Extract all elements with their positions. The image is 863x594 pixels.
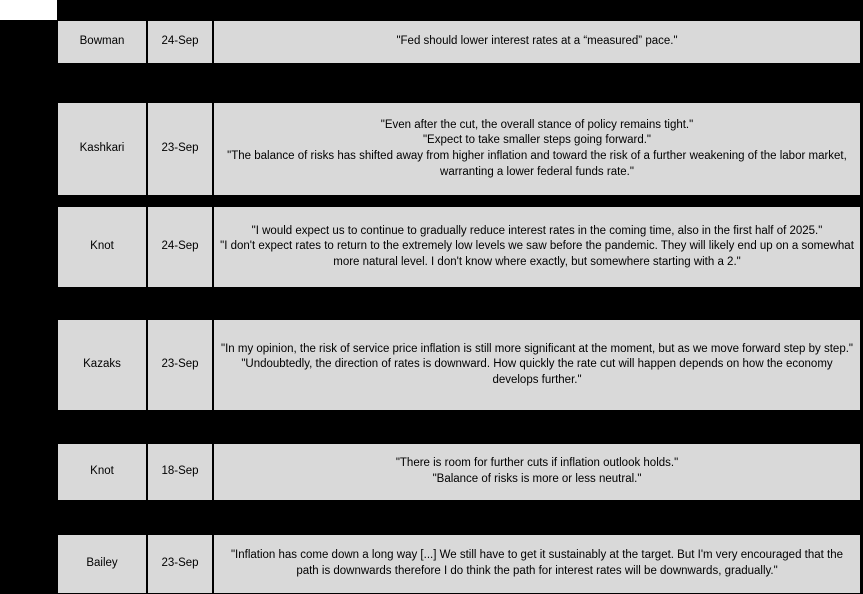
speaker-cell: Bailey: [57, 534, 147, 594]
row-spacer-cell: [57, 64, 861, 102]
speaker-cell: Knot: [57, 206, 147, 288]
date-cell: 23-Sep: [147, 534, 213, 594]
row-spacer-cell: [57, 411, 861, 443]
table-row: [57, 102, 861, 196]
row-spacer: [57, 288, 861, 319]
row-spacer-cell: [57, 196, 861, 206]
row-spacer-cell: [57, 288, 861, 319]
top-left-label-box: [0, 0, 57, 20]
date-cell: 23-Sep: [147, 102, 213, 196]
table-row: [57, 206, 861, 288]
quote-cell: [213, 319, 861, 411]
quotes-table: [57, 20, 861, 594]
quote-line: "I would expect us to continue to gradually reduce interest rates in the coming time, also in the first half of 2025.": [251, 224, 823, 237]
quote-cell: [213, 102, 861, 196]
quotes-table-container: [57, 20, 863, 594]
row-spacer: [57, 501, 861, 534]
date-cell: 24-Sep: [147, 206, 213, 288]
speaker-cell: Kazaks: [57, 319, 147, 411]
quote-line: "Balance of risks is more or less neutral.": [432, 473, 642, 485]
quote-line: "Fed should lower interest rates at a “measured” pace.": [396, 35, 678, 48]
table-row: [57, 20, 861, 64]
quote-line: "Expect to take smaller steps going forward.": [422, 134, 652, 147]
quote-cell: [213, 20, 861, 64]
table-row: [57, 534, 861, 594]
quote-line: "The balance of risks has shifted away from higher inflation and toward the risk of a further weakening of the labor market, warranting a lower federal funds rate.": [227, 150, 847, 178]
row-spacer-cell: [57, 501, 861, 534]
row-spacer: [57, 411, 861, 443]
quote-cell: [213, 534, 861, 594]
quotes-table-body: [57, 20, 861, 594]
table-row: [57, 319, 861, 411]
quote-line: "There is room for further cuts if inflation outlook holds.": [395, 457, 679, 470]
quote-line: "In my opinion, the risk of service price inflation is still more significant at the moment, but as we move forward step by step.": [221, 342, 853, 355]
date-cell: 23-Sep: [147, 319, 213, 411]
quote-cell: [213, 206, 861, 288]
speaker-cell: Bowman: [57, 20, 147, 64]
quote-line: "Inflation has come down a long way [...] We still have to get it sustainably at the target. But I'm very encouraged that the path is downwards therefore I do think the path for interest rates will be downwards, gradually.": [230, 549, 844, 577]
date-cell: 18-Sep: [147, 443, 213, 501]
date-cell: 24-Sep: [147, 20, 213, 64]
quote-cell: [213, 443, 861, 501]
quote-line: "Undoubtedly, the direction of rates is downward. How quickly the rate cut will happen depends on how the economy develops further.": [241, 358, 833, 386]
speaker-cell: Knot: [57, 443, 147, 501]
row-spacer: [57, 64, 861, 102]
quote-line: "I don't expect rates to return to the extremely low levels we saw before the pandemic. They will likely end up on a somewhat more natural level. I don't know where exactly, but somewhere starting with a 2.": [220, 240, 854, 268]
speaker-cell: Kashkari: [57, 102, 147, 196]
table-row: [57, 443, 861, 501]
quote-line: "Even after the cut, the overall stance of policy remains tight.": [380, 118, 694, 131]
row-spacer: [57, 196, 861, 206]
